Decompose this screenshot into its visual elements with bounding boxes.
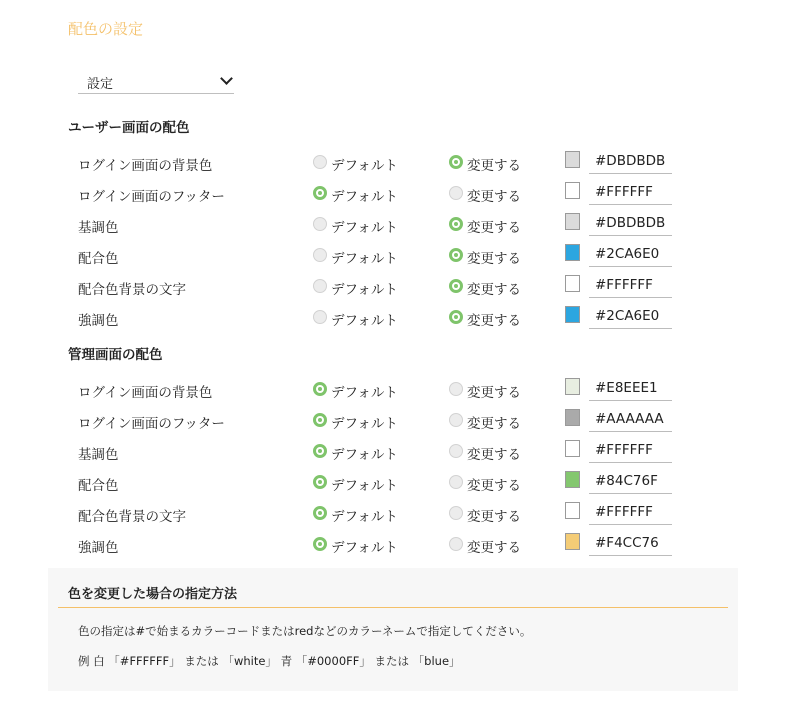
color-code-input[interactable]	[589, 180, 672, 205]
section-title-user: ユーザー画面の配色	[68, 120, 190, 136]
color-setting-row	[0, 147, 793, 178]
change-radio-label[interactable]: 変更する	[467, 416, 521, 432]
settings-select-value: 設定	[87, 77, 114, 92]
default-radio[interactable]	[313, 279, 327, 293]
change-radio-label[interactable]: 変更する	[467, 251, 521, 267]
change-radio[interactable]	[449, 413, 463, 427]
color-setting-label: ログイン画面の背景色	[78, 158, 213, 174]
change-radio[interactable]	[449, 537, 463, 551]
change-radio-label[interactable]: 変更する	[467, 282, 521, 298]
help-title: 色を変更した場合の指定方法	[68, 587, 238, 602]
default-radio[interactable]	[313, 248, 327, 262]
color-swatch[interactable]	[565, 244, 580, 261]
default-radio-label[interactable]: デフォルト	[331, 478, 398, 494]
color-setting-row	[0, 498, 793, 529]
change-radio-label[interactable]: 変更する	[467, 385, 521, 401]
color-setting-row	[0, 405, 793, 436]
color-setting-label: 強調色	[78, 313, 119, 329]
change-radio[interactable]	[449, 475, 463, 489]
color-setting-label: 配合色背景の文字	[78, 282, 186, 298]
color-swatch[interactable]	[565, 213, 580, 230]
color-code-input[interactable]	[589, 500, 672, 525]
change-radio[interactable]	[449, 310, 463, 324]
change-radio[interactable]	[449, 248, 463, 262]
color-code-input[interactable]	[589, 149, 672, 174]
help-divider	[58, 607, 728, 608]
change-radio[interactable]	[449, 155, 463, 169]
default-radio-label[interactable]: デフォルト	[331, 158, 398, 174]
default-radio-label[interactable]: デフォルト	[331, 447, 398, 463]
color-swatch[interactable]	[565, 471, 580, 488]
color-setting-label: 配合色	[78, 251, 119, 267]
color-code-input[interactable]	[589, 469, 672, 494]
color-setting-label: 配合色	[78, 478, 119, 494]
change-radio-label[interactable]: 変更する	[467, 478, 521, 494]
color-setting-row	[0, 374, 793, 405]
default-radio-label[interactable]: デフォルト	[331, 416, 398, 432]
color-setting-label: 基調色	[78, 220, 119, 236]
color-setting-label: ログイン画面のフッター	[78, 189, 225, 205]
color-code-input[interactable]	[589, 304, 672, 329]
default-radio-label[interactable]: デフォルト	[331, 282, 398, 298]
default-radio-label[interactable]: デフォルト	[331, 540, 398, 556]
default-radio[interactable]	[313, 155, 327, 169]
default-radio[interactable]	[313, 382, 327, 396]
color-setting-row	[0, 209, 793, 240]
section-title-admin: 管理画面の配色	[68, 347, 163, 363]
settings-select[interactable]	[78, 70, 234, 94]
color-setting-label: 基調色	[78, 447, 119, 463]
change-radio[interactable]	[449, 444, 463, 458]
change-radio[interactable]	[449, 382, 463, 396]
change-radio-label[interactable]: 変更する	[467, 189, 521, 205]
default-radio-label[interactable]: デフォルト	[331, 189, 398, 205]
change-radio-label[interactable]: 変更する	[467, 540, 521, 556]
default-radio[interactable]	[313, 186, 327, 200]
change-radio-label[interactable]: 変更する	[467, 313, 521, 329]
color-setting-label: 強調色	[78, 540, 119, 556]
change-radio[interactable]	[449, 217, 463, 231]
default-radio-label[interactable]: デフォルト	[331, 251, 398, 267]
color-code-input[interactable]	[589, 242, 672, 267]
color-setting-row	[0, 467, 793, 498]
change-radio-label[interactable]: 変更する	[467, 509, 521, 525]
help-text-line2: 例 白 「#FFFFFF」 または 「white」 青 「#0000FF」 または 「blue」	[78, 654, 461, 668]
color-swatch[interactable]	[565, 440, 580, 457]
color-setting-row	[0, 178, 793, 209]
color-swatch[interactable]	[565, 502, 580, 519]
default-radio-label[interactable]: デフォルト	[331, 220, 398, 236]
color-code-input[interactable]	[589, 438, 672, 463]
chevron-down-icon	[220, 72, 233, 85]
color-code-input[interactable]	[589, 407, 672, 432]
color-setting-row	[0, 529, 793, 560]
default-radio-label[interactable]: デフォルト	[331, 509, 398, 525]
color-swatch[interactable]	[565, 409, 580, 426]
color-setting-row	[0, 240, 793, 271]
default-radio[interactable]	[313, 310, 327, 324]
default-radio[interactable]	[313, 413, 327, 427]
change-radio-label[interactable]: 変更する	[467, 158, 521, 174]
color-setting-row	[0, 436, 793, 467]
default-radio-label[interactable]: デフォルト	[331, 385, 398, 401]
color-code-input[interactable]	[589, 531, 672, 556]
color-swatch[interactable]	[565, 275, 580, 292]
color-swatch[interactable]	[565, 306, 580, 323]
color-swatch[interactable]	[565, 182, 580, 199]
color-code-input[interactable]	[589, 211, 672, 236]
default-radio[interactable]	[313, 444, 327, 458]
color-setting-row	[0, 302, 793, 333]
color-setting-row	[0, 271, 793, 302]
color-setting-label: 配合色背景の文字	[78, 509, 186, 525]
color-code-input[interactable]	[589, 273, 672, 298]
color-swatch[interactable]	[565, 533, 580, 550]
default-radio[interactable]	[313, 537, 327, 551]
color-setting-label: ログイン画面の背景色	[78, 385, 213, 401]
help-box	[48, 568, 738, 691]
color-setting-label: ログイン画面のフッター	[78, 416, 225, 432]
default-radio[interactable]	[313, 506, 327, 520]
default-radio[interactable]	[313, 475, 327, 489]
change-radio[interactable]	[449, 279, 463, 293]
color-swatch[interactable]	[565, 378, 580, 395]
help-text-line1: 色の指定は#で始まるカラーコードまたはredなどのカラーネームで指定してください。	[78, 624, 532, 638]
change-radio-label[interactable]: 変更する	[467, 220, 521, 236]
default-radio-label[interactable]: デフォルト	[331, 313, 398, 329]
color-swatch[interactable]	[565, 151, 580, 168]
color-code-input[interactable]	[589, 376, 672, 401]
change-radio-label[interactable]: 変更する	[467, 447, 521, 463]
default-radio[interactable]	[313, 217, 327, 231]
change-radio[interactable]	[449, 506, 463, 520]
change-radio[interactable]	[449, 186, 463, 200]
page-title: 配色の設定	[68, 20, 144, 38]
